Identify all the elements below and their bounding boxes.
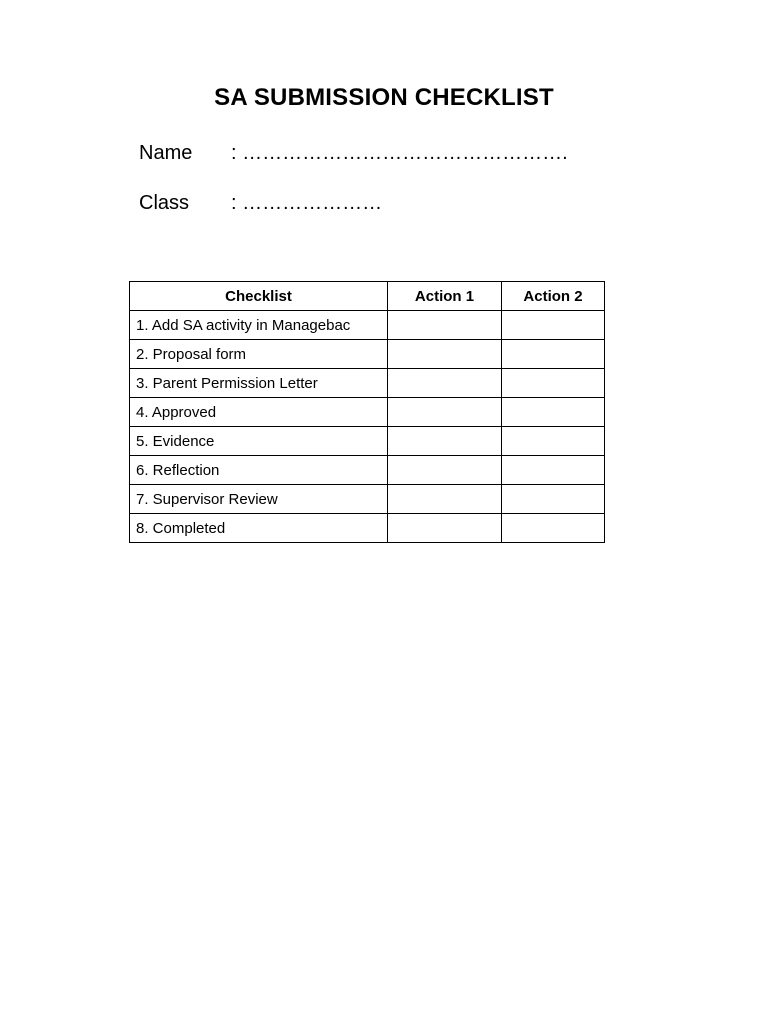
checklist-item: 3. Parent Permission Letter <box>130 369 388 398</box>
checklist-item: 6. Reflection <box>130 456 388 485</box>
checklist-item: 4. Approved <box>130 398 388 427</box>
name-field <box>139 142 568 165</box>
action-2-cell[interactable] <box>502 514 605 543</box>
table-row <box>130 311 605 340</box>
action-2-cell[interactable] <box>502 369 605 398</box>
checklist-item: 7. Supervisor Review <box>130 485 388 514</box>
checklist-table <box>129 281 605 543</box>
page-title: SA SUBMISSION CHECKLIST <box>214 84 554 111</box>
name-label: Name <box>139 142 193 164</box>
table-row <box>130 398 605 427</box>
table-row <box>130 485 605 514</box>
action-2-cell[interactable] <box>502 485 605 514</box>
action-1-cell[interactable] <box>388 427 502 456</box>
class-label: Class <box>139 192 190 214</box>
checklist-item: 5. Evidence <box>130 427 388 456</box>
action-1-cell[interactable] <box>388 485 502 514</box>
checklist-item: 8. Completed <box>130 514 388 543</box>
action-2-cell[interactable] <box>502 340 605 369</box>
action-2-cell[interactable] <box>502 398 605 427</box>
action-2-cell[interactable] <box>502 456 605 485</box>
table-header-row <box>130 282 605 311</box>
action-1-cell[interactable] <box>388 398 502 427</box>
header-checklist: Checklist <box>130 282 388 311</box>
table-row <box>130 340 605 369</box>
action-2-cell[interactable] <box>502 427 605 456</box>
table-row <box>130 369 605 398</box>
checklist-item: 2. Proposal form <box>130 340 388 369</box>
action-1-cell[interactable] <box>388 311 502 340</box>
table-row <box>130 427 605 456</box>
action-1-cell[interactable] <box>388 340 502 369</box>
name-blank[interactable]: : …………………………………………. <box>231 142 568 164</box>
table-row <box>130 456 605 485</box>
action-1-cell[interactable] <box>388 369 502 398</box>
action-2-cell[interactable] <box>502 311 605 340</box>
checklist-item: 1. Add SA activity in Managebac <box>130 311 388 340</box>
header-action-1: Action 1 <box>388 282 502 311</box>
class-blank[interactable]: : ………………… <box>231 192 383 214</box>
action-1-cell[interactable] <box>388 456 502 485</box>
header-action-2: Action 2 <box>502 282 605 311</box>
table-row <box>130 514 605 543</box>
class-field <box>139 192 382 215</box>
action-1-cell[interactable] <box>388 514 502 543</box>
